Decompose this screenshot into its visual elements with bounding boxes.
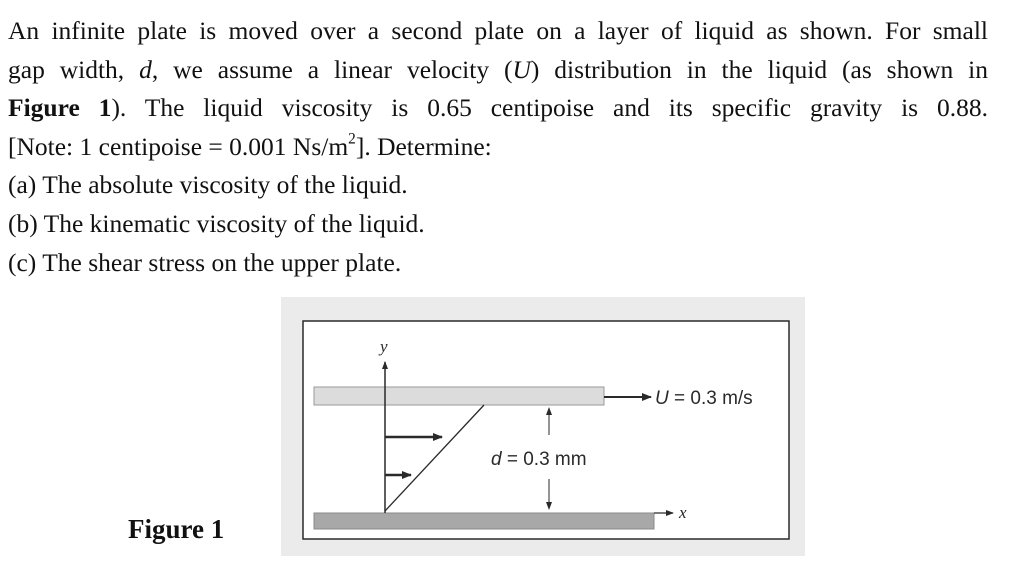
problem-text: ). The liquid viscosity is 0.65 centipoise and its specific gravity is 0.88. [111,93,988,123]
problem-line-3 [8,89,988,128]
problem-line-1 [8,12,988,51]
problem-text: , we assume a linear velocity ( [151,54,513,84]
velocity-symbol: U [655,388,669,409]
y-axis-label: y [380,337,388,356]
problem-line-2 [8,51,988,90]
question-a: (a) The absolute viscosity of the liquid. [8,170,408,200]
figure-reference: Figure 1 [8,93,112,123]
problem-text: ]. Determine: [355,131,492,161]
lower-plate [314,513,654,529]
figure-caption: Figure 1 [128,514,225,544]
question-b: (b) The kinematic viscosity of the liquid. [8,208,425,238]
figure-1 [281,297,805,556]
velocity-label [655,388,753,409]
upper-plate [314,387,604,405]
problem-text: An infinite plate is moved over a second plate on a layer of liquid as shown. For small [8,16,988,45]
symbol-d: d [139,54,152,84]
problem-line-4 [8,128,988,167]
superscript: 2 [348,130,356,148]
couette-flow-diagram [281,297,805,556]
x-axis-label: x [679,503,687,522]
gap-label [491,449,587,470]
question-c: (c) The shear stress on the upper plate. [8,247,402,277]
gap-value: = 0.3 mm [501,449,587,470]
figure-inner-box [303,321,789,539]
problem-text: ) distribution in the liquid (as shown in [530,54,988,84]
velocity-value: = 0.3 m/s [668,388,753,409]
gap-symbol: d [491,449,502,470]
problem-text: [Note: 1 centipoise = 0.001 Ns/m [8,131,349,161]
symbol-u: U [512,54,531,84]
problem-text: gap width, [8,54,140,84]
problem-statement [8,12,988,282]
